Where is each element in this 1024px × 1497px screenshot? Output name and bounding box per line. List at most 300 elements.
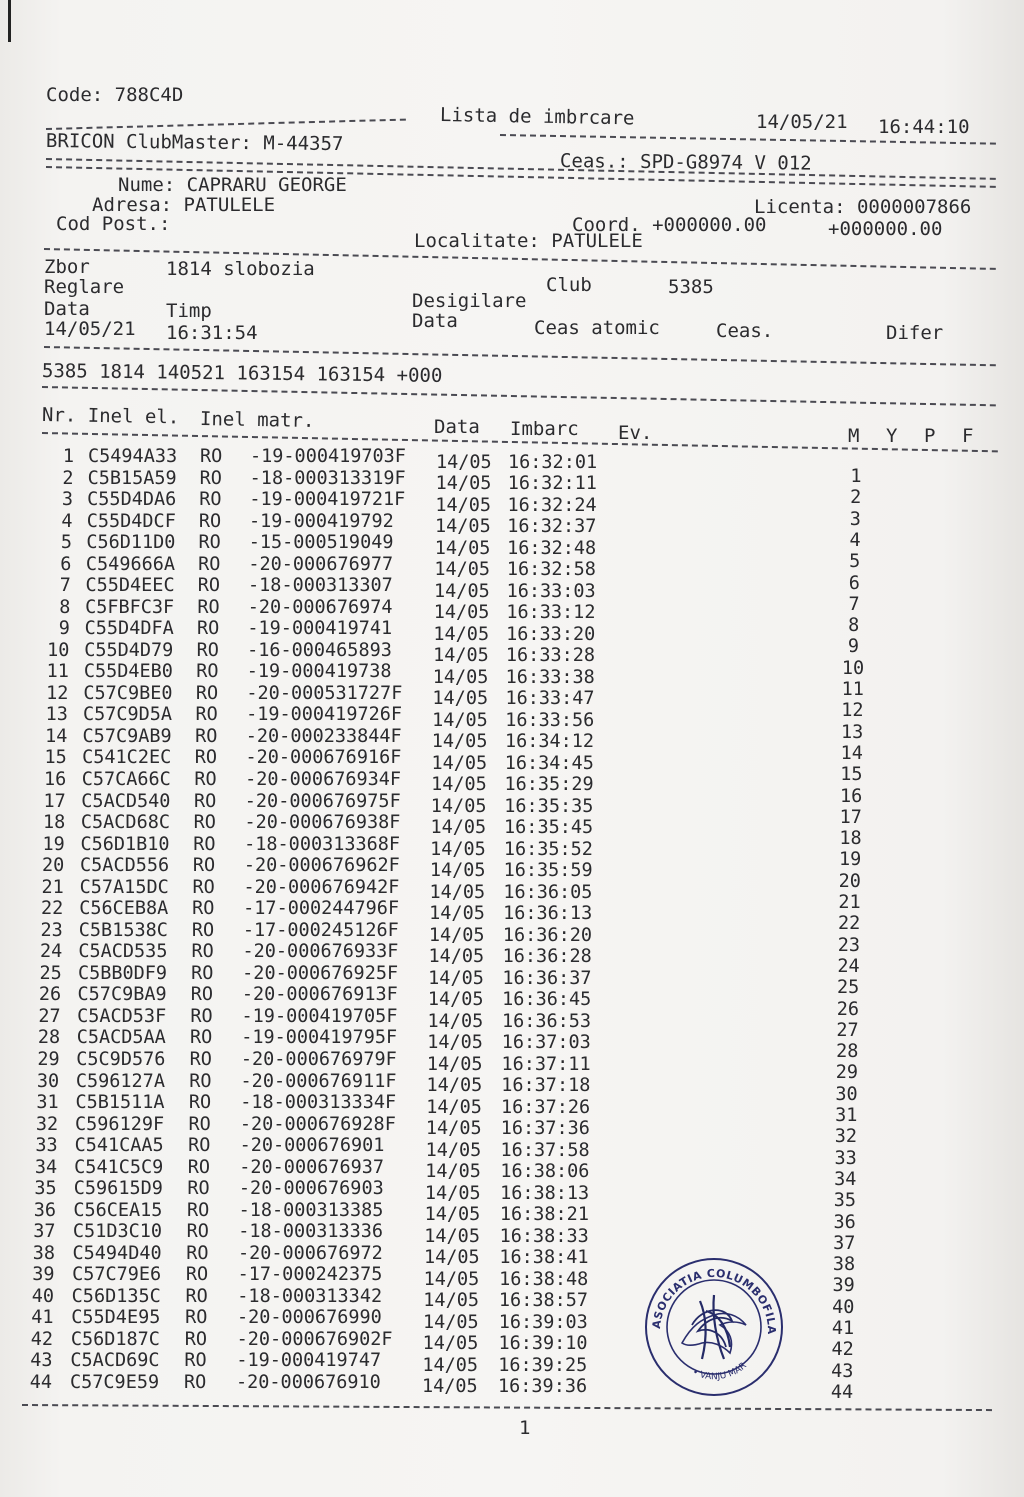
cell-tara: RO <box>199 489 222 511</box>
cell-nr: 33 <box>35 1135 58 1157</box>
cell-imbarc: 16:32:24 <box>507 494 597 516</box>
cell-tara: RO <box>195 704 218 726</box>
cell-imbarc: 16:35:59 <box>503 860 593 882</box>
cell-inel-matr: -19-000419795F <box>241 1027 398 1049</box>
cell-inel-el: C57C79E6 <box>72 1264 162 1286</box>
cell-nr: 35 <box>34 1178 57 1200</box>
cell-imbarc: 16:39:10 <box>498 1333 588 1355</box>
cell-nr: 9 <box>58 618 70 640</box>
cell-data: 14/05 <box>431 752 488 774</box>
cell-inel-matr: -18-000313385 <box>238 1199 384 1221</box>
cell-data: 14/05 <box>423 1268 480 1290</box>
cell-m: 16 <box>839 785 863 807</box>
club-value: 5385 <box>668 276 714 298</box>
cell-imbarc: 16:32:58 <box>506 559 596 581</box>
ceas-line: Ceas.: SPD-G8974 V 012 <box>559 150 812 175</box>
cell-m: 5 <box>849 551 861 573</box>
coord-value: +000000.00 <box>828 218 943 240</box>
licence: Licenta: 0000007866 <box>754 196 972 218</box>
cell-nr: 28 <box>37 1027 61 1049</box>
cell-inel-el: C541C5C9 <box>74 1156 164 1178</box>
cell-imbarc: 16:38:13 <box>500 1182 590 1204</box>
cell-inel-el: C5ACD5AA <box>76 1027 166 1049</box>
cell-data: 14/05 <box>425 1118 482 1140</box>
cell-m: 15 <box>840 764 863 786</box>
cell-m: 37 <box>833 1232 856 1254</box>
cell-imbarc: 16:38:57 <box>498 1290 589 1312</box>
cell-inel-el: C5BB0DF9 <box>77 962 168 984</box>
cell-tara: RO <box>187 1156 210 1178</box>
cell-data: 14/05 <box>422 1376 478 1397</box>
cell-tara: RO <box>194 790 217 812</box>
cell-tara: RO <box>186 1221 209 1243</box>
cell-data: 14/05 <box>433 623 490 645</box>
cell-tara: RO <box>192 898 215 920</box>
stamp-seal-icon <box>642 1255 786 1399</box>
cell-inel-matr: -19-000419721F <box>249 489 406 511</box>
cell-tara: RO <box>190 984 213 1006</box>
cell-m: 27 <box>836 1019 859 1041</box>
cell-m: 2 <box>850 487 862 509</box>
header-time: 16:44:10 <box>878 116 970 138</box>
cell-data: 14/05 <box>430 795 487 817</box>
cell-inel-el: C5ACD540 <box>81 790 171 812</box>
cell-tara: RO <box>193 833 216 855</box>
cell-imbarc: 16:37:58 <box>500 1139 590 1161</box>
club-label: Club <box>546 274 592 296</box>
cell-nr: 27 <box>38 1005 61 1027</box>
cell-m: 11 <box>841 679 864 701</box>
cell-nr: 41 <box>31 1307 54 1329</box>
cell-m: 36 <box>833 1211 856 1233</box>
cell-nr: 40 <box>31 1285 55 1307</box>
cell-data: 14/05 <box>429 860 486 882</box>
cell-data: 14/05 <box>422 1333 479 1355</box>
cell-imbarc: 16:38:41 <box>499 1247 589 1269</box>
cell-inel-el: C55D4DA6 <box>87 489 177 511</box>
column-header-p: P <box>924 425 936 447</box>
cell-nr: 31 <box>36 1092 59 1114</box>
cell-imbarc: 16:38:33 <box>499 1225 589 1247</box>
column-header-ring-matr: Inel matr. <box>199 408 315 432</box>
cell-imbarc: 16:32:37 <box>507 516 597 538</box>
cell-tara: RO <box>185 1285 208 1307</box>
cell-inel-el: C541C2EC <box>82 747 172 769</box>
cell-inel-matr: -18-000313334F <box>240 1092 397 1114</box>
cell-inel-matr: -20-000676902F <box>236 1328 393 1350</box>
svg-text:• VANJU MARE •: • VANJU MAR <box>690 1360 749 1383</box>
cell-inel-el: C55D4DCF <box>86 510 176 532</box>
cell-m: 30 <box>835 1083 858 1105</box>
column-header-f: F <box>962 425 974 447</box>
cell-data: 14/05 <box>434 537 491 559</box>
cell-inel-matr: -20-000676974 <box>247 596 393 618</box>
cell-inel-matr: -20-000676928F <box>239 1113 396 1135</box>
cell-nr: 32 <box>35 1113 59 1135</box>
cell-data: 14/05 <box>428 967 484 989</box>
reglare-time: 16:31:54 <box>166 322 258 344</box>
clock-label: Ceas. <box>716 320 774 342</box>
cell-inel-matr: -17-000244796F <box>243 898 400 920</box>
cell-inel-el: C56CEA15 <box>73 1199 163 1221</box>
column-header-arrival: Imbarc <box>510 418 579 440</box>
cell-m: 42 <box>831 1339 854 1361</box>
cell-nr: 22 <box>40 898 64 920</box>
cell-data: 14/05 <box>431 731 488 753</box>
cell-nr: 1 <box>62 446 74 467</box>
cell-tara: RO <box>200 446 223 467</box>
cell-m: 8 <box>848 615 860 637</box>
cell-imbarc: 16:32:11 <box>507 473 597 495</box>
cell-m: 31 <box>835 1105 858 1127</box>
cell-tara: RO <box>196 639 219 661</box>
cell-tara: RO <box>195 682 219 704</box>
cell-imbarc: 16:32:48 <box>507 537 597 559</box>
cell-m: 18 <box>839 828 862 850</box>
cell-inel-matr: -20-000676942F <box>243 876 400 898</box>
cell-inel-el: C5B1511A <box>75 1092 165 1114</box>
cell-data: 14/05 <box>430 838 486 860</box>
cell-imbarc: 16:39:03 <box>498 1311 588 1333</box>
cell-inel-el: C596129F <box>75 1113 165 1135</box>
column-header-date: Data <box>434 416 480 438</box>
cell-inel-el: C56D135C <box>71 1285 161 1307</box>
cell-nr: 24 <box>39 941 63 963</box>
cell-imbarc: 16:33:38 <box>505 666 595 688</box>
cell-inel-matr: -20-000676938F <box>244 812 401 834</box>
cell-data: 14/05 <box>424 1182 481 1204</box>
cell-nr: 23 <box>40 919 63 941</box>
cell-imbarc: 16:33:03 <box>506 580 596 602</box>
cell-data: 14/05 <box>423 1290 479 1312</box>
cell-imbarc: 16:35:52 <box>503 838 593 860</box>
cell-imbarc: 16:33:20 <box>506 623 596 645</box>
cell-inel-matr: -20-000676977 <box>248 553 394 575</box>
cell-nr: 37 <box>33 1221 56 1243</box>
cell-inel-el: C57C9BA9 <box>77 984 167 1006</box>
cell-nr: 4 <box>61 510 73 532</box>
column-header-ev: Ev. <box>618 422 653 444</box>
cell-m: 21 <box>838 892 861 914</box>
cell-m: 32 <box>834 1126 858 1148</box>
cell-nr: 2 <box>62 467 74 489</box>
cell-m: 19 <box>838 849 862 871</box>
cell-imbarc: 16:37:03 <box>501 1032 591 1054</box>
cell-data: 14/05 <box>433 602 490 624</box>
cell-data: 14/05 <box>427 1010 484 1032</box>
cell-m: 13 <box>840 721 864 743</box>
reglare-date: 14/05/21 <box>44 318 136 340</box>
flight-label: Zbor <box>44 256 90 278</box>
cell-data: 14/05 <box>435 473 492 495</box>
cell-imbarc: 16:39:36 <box>498 1376 588 1397</box>
cell-imbarc: 16:38:21 <box>499 1204 589 1226</box>
cell-inel-matr: -19-000419747 <box>236 1350 382 1372</box>
cell-imbarc: 16:36:20 <box>502 924 592 946</box>
reglare-time-label: Timp <box>166 300 212 322</box>
cell-inel-matr: -20-000676972 <box>237 1242 383 1264</box>
cell-tara: RO <box>194 747 218 769</box>
cell-tara: RO <box>188 1092 212 1114</box>
cell-m: 35 <box>833 1190 857 1212</box>
cell-inel-el: C549666A <box>85 553 176 575</box>
cell-inel-matr: -20-000233844F <box>245 725 402 747</box>
cell-inel-matr: -18-000313307 <box>248 575 393 597</box>
club-stamp <box>642 1255 786 1399</box>
cell-nr: 6 <box>60 553 72 575</box>
cell-nr: 30 <box>36 1070 60 1092</box>
cell-inel-el: C596127A <box>75 1070 165 1092</box>
cell-data: 14/05 <box>428 946 485 968</box>
cell-tara: RO <box>191 919 215 941</box>
cell-inel-matr: -19-000419705F <box>241 1005 398 1027</box>
cell-data: 14/05 <box>425 1161 481 1183</box>
cell-m: 6 <box>848 572 860 594</box>
cell-nr: 38 <box>32 1242 56 1264</box>
cell-m: 12 <box>841 700 864 722</box>
header-date: 14/05/21 <box>756 111 848 133</box>
atomic-clock-label: Ceas atomic <box>534 317 660 339</box>
cell-imbarc: 16:36:45 <box>502 989 592 1011</box>
difference-label: Difer <box>886 322 944 344</box>
locality: Localitate: PATULELE <box>414 230 643 252</box>
cell-imbarc: 16:36:05 <box>503 881 593 903</box>
cell-inel-matr: -19-000419726F <box>246 704 403 726</box>
cell-m: 9 <box>847 636 859 658</box>
cell-inel-el: C56D1B10 <box>80 833 170 855</box>
cell-tara: RO <box>197 618 220 640</box>
flight-value: 1814 slobozia <box>166 258 315 280</box>
cell-tara: RO <box>185 1264 209 1286</box>
cell-inel-matr: -20-000676913F <box>241 984 398 1006</box>
cell-nr: 19 <box>42 833 65 855</box>
cell-data: 14/05 <box>432 666 489 688</box>
cell-data: 14/05 <box>424 1204 481 1226</box>
cell-data: 14/05 <box>425 1139 482 1161</box>
cell-inel-el: C57CA66C <box>81 769 171 791</box>
cell-data: 14/05 <box>427 989 484 1011</box>
page-number: 1 <box>519 1417 531 1439</box>
cell-tara: RO <box>197 596 220 618</box>
cell-nr: 16 <box>44 769 67 791</box>
cell-nr: 14 <box>45 725 68 747</box>
cell-inel-matr: -17-000242375 <box>237 1264 383 1286</box>
cell-inel-el: C57C9BE0 <box>83 682 173 704</box>
cell-imbarc: 16:33:12 <box>506 602 596 624</box>
cell-data: 14/05 <box>424 1225 480 1247</box>
cell-tara: RO <box>189 1070 212 1092</box>
cell-m: 43 <box>831 1360 854 1382</box>
cell-inel-el: C51D3C10 <box>72 1221 163 1243</box>
cell-inel-el: C5ACD556 <box>80 855 170 877</box>
cell-inel-matr: -18-000313336 <box>238 1221 384 1243</box>
cell-inel-el: C541CAA5 <box>74 1135 164 1157</box>
cell-m: 22 <box>838 913 861 935</box>
cell-m: 28 <box>836 1041 859 1063</box>
cell-inel-matr: -20-000676975F <box>244 790 401 812</box>
cell-tara: RO <box>190 1005 213 1027</box>
cell-inel-el: C55D4D79 <box>84 639 174 661</box>
cell-tara: RO <box>184 1372 207 1393</box>
cell-tara: RO <box>191 962 214 984</box>
cell-inel-el: C5C9D576 <box>76 1048 166 1070</box>
cell-m: 20 <box>838 870 861 892</box>
cell-imbarc: 16:38:06 <box>500 1161 590 1183</box>
cell-inel-el: C56D11D0 <box>86 532 176 554</box>
cell-nr: 21 <box>41 876 64 898</box>
cell-data: 14/05 <box>432 709 488 731</box>
cell-tara: RO <box>199 467 222 489</box>
cell-tara: RO <box>196 661 219 683</box>
cell-tara: RO <box>191 941 214 963</box>
cell-inel-matr: -20-000531727F <box>246 682 403 704</box>
cell-data: 14/05 <box>426 1096 482 1118</box>
column-header-m: M <box>848 425 860 447</box>
cell-inel-matr: -20-000676901 <box>239 1135 385 1157</box>
cell-m: 3 <box>849 508 861 530</box>
cell-nr: 15 <box>44 747 67 769</box>
cell-data: 14/05 <box>432 688 489 710</box>
cell-imbarc: 16:37:36 <box>500 1118 590 1140</box>
cell-data: 14/05 <box>426 1053 483 1075</box>
cell-m: 4 <box>849 529 861 551</box>
cell-data: 14/05 <box>429 903 485 925</box>
cell-data: 14/05 <box>426 1075 483 1097</box>
cell-imbarc: 16:33:47 <box>505 688 595 710</box>
cell-m: 29 <box>835 1062 859 1084</box>
cell-tara: RO <box>198 532 221 554</box>
reglare-date-label: Data <box>44 298 90 320</box>
postal-code-label: Cod Post.: <box>56 213 171 235</box>
cell-tara: RO <box>188 1113 211 1135</box>
cell-nr: 18 <box>43 812 66 834</box>
cell-imbarc: 16:33:28 <box>505 645 596 667</box>
cell-inel-matr: -20-000676911F <box>240 1070 397 1092</box>
cell-inel-matr: -18-000313342 <box>237 1285 383 1307</box>
cell-nr: 13 <box>45 704 68 726</box>
cell-inel-matr: -15-000519049 <box>248 532 394 554</box>
cell-m: 26 <box>836 998 859 1020</box>
cell-inel-el: C5ACD535 <box>78 941 168 963</box>
cell-data: 14/05 <box>423 1247 480 1269</box>
cell-nr: 3 <box>61 489 73 511</box>
cell-data: 14/05 <box>433 645 489 667</box>
cell-nr: 36 <box>33 1199 57 1221</box>
cell-imbarc: 16:36:28 <box>502 946 592 968</box>
coord-label: Coord. +000000.00 <box>572 214 767 236</box>
cell-inel-matr: -20-000676933F <box>242 941 399 963</box>
cell-nr: 39 <box>32 1264 55 1286</box>
cell-inel-el: C59615D9 <box>73 1178 163 1200</box>
cell-imbarc: 16:37:11 <box>501 1053 591 1075</box>
cell-inel-el: C56D187C <box>70 1328 160 1350</box>
column-header-y: Y <box>886 425 898 447</box>
cell-data: 14/05 <box>430 817 487 839</box>
cell-nr: 43 <box>30 1350 53 1372</box>
cell-tara: RO <box>188 1135 211 1157</box>
cell-imbarc: 16:37:18 <box>501 1075 591 1097</box>
cell-m: 44 <box>830 1382 854 1403</box>
cell-inel-matr: -20-000676925F <box>242 962 399 984</box>
cell-nr: 20 <box>41 855 65 877</box>
cell-tara: RO <box>186 1199 210 1221</box>
cell-inel-matr: -20-000676979F <box>240 1048 397 1070</box>
cell-m: 41 <box>831 1318 855 1340</box>
cell-inel-el: C5ACD53F <box>77 1005 167 1027</box>
cell-tara: RO <box>185 1307 208 1329</box>
cell-inel-el: C5494D40 <box>72 1242 162 1264</box>
cell-inel-el: C55D4EEC <box>85 575 175 597</box>
cell-imbarc: 16:37:26 <box>501 1096 591 1118</box>
cell-inel-el: C5B1538C <box>78 919 168 941</box>
cell-imbarc: 16:35:35 <box>504 795 594 817</box>
cell-nr: 26 <box>38 984 62 1006</box>
cell-imbarc: 16:34:12 <box>504 731 595 753</box>
cell-inel-el: C55D4DFA <box>84 618 174 640</box>
cell-inel-matr: -16-000465893 <box>247 639 392 661</box>
cell-inel-el: C5494A33 <box>88 446 178 467</box>
owner-name: Nume: CAPRARU GEORGE <box>118 174 347 196</box>
cell-m: 14 <box>840 742 863 764</box>
cell-inel-matr: -19-000419792 <box>249 510 394 532</box>
cell-inel-el: C57A15DC <box>79 876 169 898</box>
cell-nr: 8 <box>59 596 71 618</box>
cell-m: 38 <box>832 1254 856 1276</box>
cell-tara: RO <box>184 1328 208 1350</box>
cell-tara: RO <box>198 553 221 575</box>
cell-m: 17 <box>839 806 862 828</box>
page-title: Lista de imbrcare <box>439 104 635 130</box>
cell-tara: RO <box>186 1242 209 1264</box>
cell-nr: 11 <box>46 661 69 683</box>
cell-inel-el: C5B15A59 <box>87 467 177 489</box>
cell-nr: 12 <box>46 682 69 704</box>
cell-imbarc: 16:34:45 <box>504 752 594 774</box>
cell-inel-matr: -20-000676934F <box>245 769 402 791</box>
cell-tara: RO <box>194 769 217 791</box>
cell-inel-matr: -20-000676910 <box>236 1372 381 1393</box>
cell-imbarc: 16:36:13 <box>503 903 593 925</box>
cell-tara: RO <box>192 876 215 898</box>
cell-nr: 29 <box>37 1048 60 1070</box>
cell-imbarc: 16:35:29 <box>504 774 594 796</box>
owner-address: Adresa: PATULELE <box>92 194 276 216</box>
cell-tara: RO <box>195 725 218 747</box>
unsealing-label: Desigilare <box>412 290 527 312</box>
cell-imbarc: 16:35:45 <box>504 817 594 839</box>
cell-imbarc: 16:33:56 <box>505 709 595 731</box>
cell-data: 14/05 <box>435 494 492 516</box>
cell-imbarc: 16:36:53 <box>501 1010 592 1032</box>
cell-inel-el: C57C9D5A <box>82 704 173 726</box>
cell-tara: RO <box>193 812 216 834</box>
cell-inel-matr: -19-000419703F <box>250 446 406 467</box>
cell-data: 14/05 <box>431 774 487 796</box>
cell-inel-el: C55D4E95 <box>71 1307 161 1329</box>
cell-m: 7 <box>848 593 860 615</box>
cell-data: 14/05 <box>429 881 486 903</box>
cell-nr: 25 <box>39 962 62 984</box>
cell-inel-matr: -20-000676903 <box>238 1178 384 1200</box>
cell-inel-matr: -20-000676937 <box>239 1156 385 1178</box>
cell-inel-el: C55D4EB0 <box>83 661 173 683</box>
cell-m: 1 <box>850 466 862 487</box>
unsealing-date-label: Data <box>412 310 458 332</box>
cell-inel-el: C5ACD68C <box>80 812 170 834</box>
cell-inel-matr: -18-000313368F <box>244 833 401 855</box>
clubmaster-line: BRICON ClubMaster: M-44357 <box>45 130 344 156</box>
cell-data: 14/05 <box>434 559 491 581</box>
